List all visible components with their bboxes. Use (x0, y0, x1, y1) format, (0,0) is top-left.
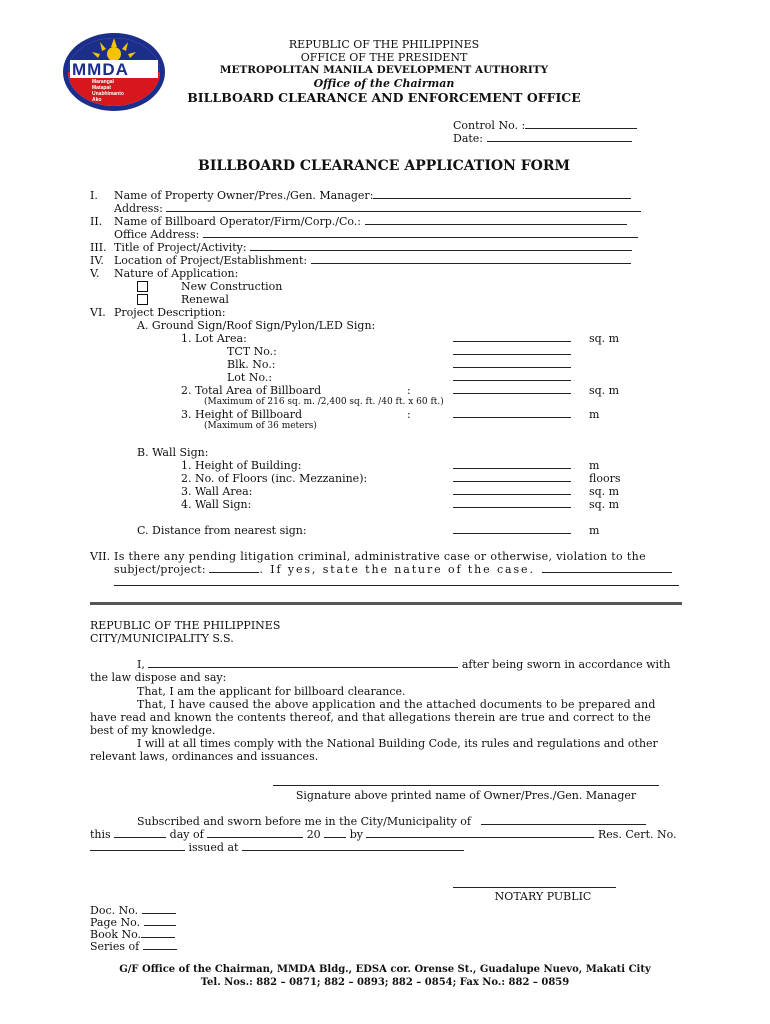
section-divider (90, 602, 682, 605)
header-office-president: OFFICE OF THE PRESIDENT (300, 51, 468, 64)
wall-sign-label: B. Wall Sign: (137, 446, 209, 459)
owner-name-field[interactable]: Name of Property Owner/Pres./Gen. Manager: (114, 189, 631, 202)
affidavit-comply-line2: relevant laws, ordinances and issuances. (90, 750, 319, 763)
section-iv-num: IV. (90, 254, 104, 267)
distance-label: C. Distance from nearest sign: (137, 524, 307, 537)
building-height-unit: m (589, 459, 600, 472)
blk-no-field[interactable] (453, 358, 571, 371)
section-vii-num: VII. (90, 550, 111, 563)
sworn-date-field[interactable]: this day of 20 by Res. Cert. No. (90, 828, 677, 841)
page-no-field[interactable]: Page No. (90, 916, 176, 929)
sworn-city-field[interactable]: Subscribed and sworn before me in the City/Municipality of (137, 815, 646, 828)
distance-field[interactable] (453, 524, 571, 537)
tct-no-label: TCT No.: (227, 345, 277, 358)
new-construction-label: New Construction (181, 280, 283, 293)
affiant-name-field[interactable]: I, after being sworn in accordance with (137, 658, 671, 671)
billboard-area-field[interactable] (453, 384, 571, 397)
project-location-field[interactable]: Location of Project/Establishment: (114, 254, 631, 267)
new-construction-checkbox[interactable] (137, 281, 148, 292)
floors-label: 2. No. of Floors (inc. Mezzanine): (181, 472, 368, 485)
wall-area-field[interactable] (453, 485, 571, 498)
section-ii-num: II. (90, 215, 103, 228)
operator-name-field[interactable]: Name of Billboard Operator/Firm/Corp./Co.: (114, 215, 627, 228)
res-cert-field[interactable]: issued at (90, 841, 464, 854)
tct-no-field[interactable] (453, 345, 571, 358)
billboard-height-label: 3. Height of Billboard (181, 408, 303, 421)
billboard-area-label: 2. Total Area of Billboard (181, 384, 322, 397)
date-field[interactable]: Date: (453, 132, 632, 145)
renewal-checkbox[interactable] (137, 294, 148, 305)
section-vi-num: VI. (90, 306, 106, 319)
affidavit-city: CITY/MUNICIPALITY S.S. (90, 632, 234, 645)
header-agency: METROPOLITAN MANILA DEVELOPMENT AUTHORITY (219, 64, 549, 76)
affidavit-caused-line2: have read and known the contents thereof, and that allegations therein are true and correct to the (90, 711, 651, 724)
mmda-logo (62, 32, 166, 112)
billboard-area-note: (Maximum of 216 sq. m. /2,400 sq. ft. /40 ft. x 60 ft.) (204, 397, 444, 407)
project-title-field[interactable]: Title of Project/Activity: (114, 241, 632, 254)
doc-no-field[interactable]: Doc. No. (90, 904, 176, 917)
floors-unit: floors (589, 472, 621, 485)
nature-label: Nature of Application: (114, 267, 239, 280)
building-height-label: 1. Height of Building: (181, 459, 302, 472)
form-title: BILLBOARD CLEARANCE APPLICATION FORM (197, 158, 571, 174)
wall-sign-size-unit: sq. m (589, 498, 620, 511)
billboard-height-colon: : (407, 408, 411, 421)
office-address-field[interactable]: Office Address: (114, 228, 638, 241)
footer-phones: Tel. Nos.: 882 – 0871; 882 – 0893; 882 – 0854; Fax No.: 882 – 0859 (200, 977, 570, 988)
affidavit-law-line: the law dispose and say: (90, 671, 227, 684)
logo-motto: Marangal Matapat Unabhimanto Ako (92, 79, 124, 103)
owner-address-field[interactable]: Address: (114, 202, 641, 215)
header-office-chairman: Office of the Chairman (313, 77, 455, 90)
billboard-height-unit: m (589, 408, 600, 421)
affidavit-caused-line1: That, I have caused the above application and the attached documents to be prepared and (137, 698, 656, 711)
billboard-height-note: (Maximum of 36 meters) (204, 421, 317, 431)
footer-address: G/F Office of the Chairman, MMDA Bldg., EDSA cor. Orense St., Guadalupe Nuevo, Makati City (119, 964, 651, 975)
blk-no-label: Blk. No.: (227, 358, 276, 371)
litigation-field[interactable]: subject/project: . If yes, state the nature of the case. (114, 563, 672, 576)
logo-text: MMDA (72, 60, 129, 79)
wall-sign-size-field[interactable] (453, 498, 571, 511)
billboard-area-colon: : (407, 384, 411, 397)
litigation-details-field[interactable] (114, 576, 679, 589)
affidavit-caused-line3: best of my knowledge. (90, 724, 216, 737)
distance-unit: m (589, 524, 600, 537)
billboard-height-field[interactable] (453, 408, 571, 421)
renewal-label: Renewal (181, 293, 229, 306)
ground-sign-label: A. Ground Sign/Roof Sign/Pylon/LED Sign: (137, 319, 376, 332)
lot-no-field[interactable] (453, 371, 571, 384)
control-no-field[interactable]: Control No. : (453, 119, 637, 132)
lot-area-field[interactable] (453, 332, 571, 345)
notary-label: NOTARY PUBLIC (494, 890, 592, 903)
series-of-field[interactable]: Series of (90, 940, 177, 953)
project-description-label: Project Description: (114, 306, 226, 319)
wall-area-label: 3. Wall Area: (181, 485, 253, 498)
affidavit-applicant-line: That, I am the applicant for billboard clearance. (137, 685, 406, 698)
wall-area-unit: sq. m (589, 485, 620, 498)
header-republic: REPUBLIC OF THE PHILIPPINES (288, 38, 480, 51)
affidavit-republic: REPUBLIC OF THE PHILIPPINES (90, 619, 281, 632)
section-iii-num: III. (90, 241, 107, 254)
header-office-name: BILLBOARD CLEARANCE AND ENFORCEMENT OFFICE (187, 90, 581, 105)
floors-field[interactable] (453, 472, 571, 485)
lot-no-label: Lot No.: (227, 371, 273, 384)
book-no-field[interactable]: Book No. (90, 928, 175, 941)
signature-label: Signature above printed name of Owner/Pres./Gen. Manager (295, 789, 637, 802)
billboard-area-unit: sq. m (589, 384, 620, 397)
affidavit-comply-line1: I will at all times comply with the National Building Code, its rules and regulations and other (137, 737, 658, 750)
section-v-num: V. (90, 267, 100, 280)
signature-field[interactable] (273, 776, 659, 789)
section-i-num: I. (90, 189, 98, 202)
building-height-field[interactable] (453, 459, 571, 472)
lot-area-label: 1. Lot Area: (181, 332, 247, 345)
litigation-question-line1: Is there any pending litigation criminal, administrative case or otherwise, violation to the (114, 550, 646, 563)
wall-sign-size-label: 4. Wall Sign: (181, 498, 252, 511)
lot-area-unit: sq. m (589, 332, 620, 345)
